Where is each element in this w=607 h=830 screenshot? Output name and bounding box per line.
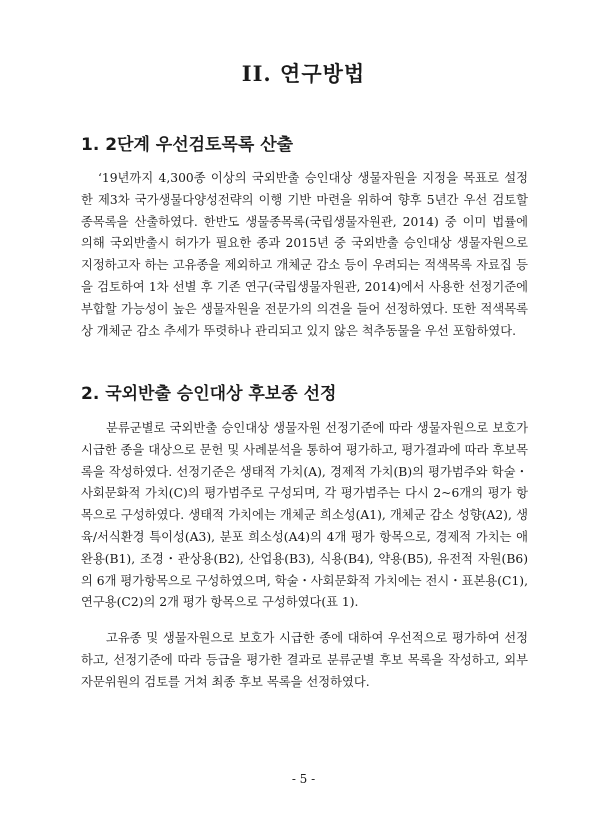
- section-1-paragraph-1: ‘19년까지 4,300종 이상의 국외반출 승인대상 생물자원을 지정을 목표로 설정한 제3차 국가생물다양성전략의 이행 기반 마련을 위하여 향후 5년간 우선 검토할 종목록을 산출하였다. 한반도 생물종목록(국립생물자원관, 2014) 중 이미 법률에 의해 국외반출시 허가가 필요한 종과 2015년 중 국외반출 승인대상 생물자원으로 지정하고자 하는 고유종을 제외하고 개체군 감소 등이 우려되는 적색목록 자료집 등을 검토하여 1차 선별 후 기존 연구(국립생물자원관, 2014)에서 사용한 선정기준에 부합할 가능성이 높은 생물자원을 전문가의 의견을 들어 선정하였다. 또한 적색목록 상 개체군 감소 추세가 뚜렷하나 관리되고 있지 않은 척추동물을 우선 포함하였다.: [81, 171, 528, 338]
- page-number: - 5 -: [291, 772, 316, 786]
- section-2-paragraph-2: 고유종 및 생물자원으로 보호가 시급한 종에 대하여 우선적으로 평가하여 선정하고, 선정기준에 따라 등급을 평가한 결과로 분류군별 후보 목록을 작성하고, 외부 자문위원의 검토를 거쳐 최종 후보 목록을 선정하였다.: [81, 631, 528, 689]
- section-heading-2: 2. 국외반출 승인대상 후보종 선정: [81, 384, 337, 404]
- section-2-paragraph-1: 분류군별로 국외반출 승인대상 생물자원 선정기준에 따라 생물자원으로 보호가 시급한 종을 대상으로 문헌 및 사례분석을 통하여 평가하고, 평가결과에 따라 후보목록을 작성하였다. 선정기준은 생태적 가치(A), 경제적 가치(B)의 평가범주와 학술・사회문화적 가치(C)의 평가범주로 구성되며, 각 평가범주는 다시 2~6개의 평가 항목으로 구성하였다. 생태적 가치에는 개체군 희소성(A1), 개체군 감소 성향(A2), 생육/서식환경 특이성(A3), 분포 희소성(A4)의 4개 평가 항목으로, 경제적 가치는 애완용(B1), 조경・관상용(B2), 산업용(B3), 식용(B4), 약용(B5), 유전적 자원(B6)의 6개 평가항목으로 구성하였으며, 학술・사회문화적 가치에는 전시・표본용(C1), 연구용(C2)의 2개 평가 항목으로 구성하였다(표 1).: [81, 421, 528, 610]
- section-heading-1: 1. 2단계 우선검토목록 산출: [81, 135, 294, 155]
- chapter-title: II. 연구방법: [241, 61, 366, 86]
